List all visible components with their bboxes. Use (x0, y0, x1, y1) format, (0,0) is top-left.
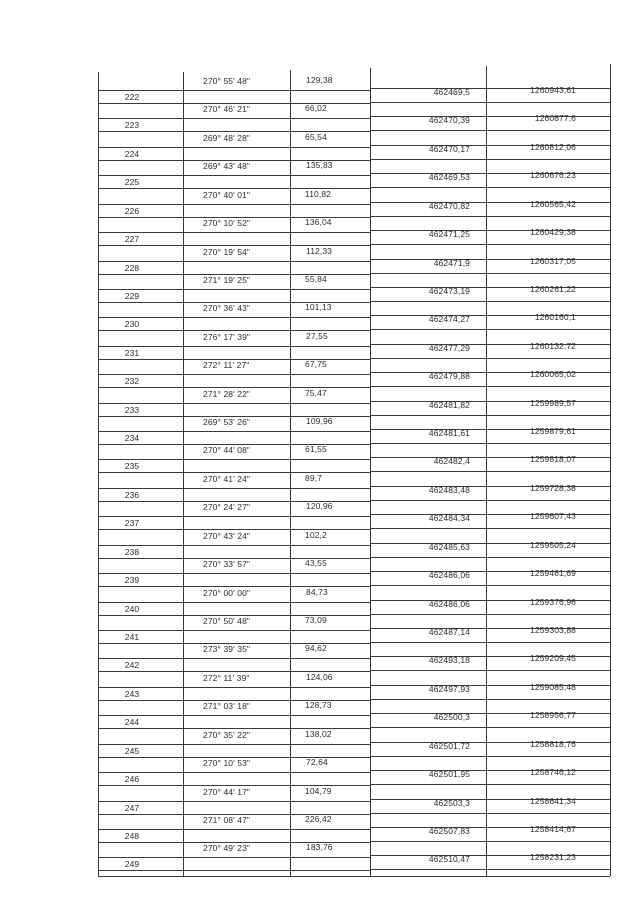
angle-cell: 272° 11' 39" (203, 672, 250, 683)
angle-cell: 270° 10' 53" (203, 758, 251, 769)
x-coordinate-cell: 462500,3 (433, 712, 470, 723)
row-border (98, 857, 370, 858)
y-coordinate-cell: 1259607,43 (530, 511, 576, 522)
angle-cell: 270° 36' 43" (203, 303, 251, 314)
distance-cell: 124,06 (306, 671, 333, 682)
distance-cell: 84,73 (306, 586, 328, 597)
point-number-cell: 241 (124, 631, 140, 642)
point-number-cell: 236 (124, 489, 140, 500)
row-border (98, 204, 370, 205)
angle-cell: 271° 19' 25" (203, 274, 251, 285)
angle-cell: 270° 40' 01" (203, 189, 251, 200)
point-number-cell: 240 (124, 603, 140, 614)
distance-cell: 94,62 (305, 643, 327, 654)
row-border (370, 614, 610, 615)
x-coordinate-cell: 462471,9 (433, 257, 470, 268)
point-number-cell: 225 (124, 177, 140, 188)
y-coordinate-cell: 1258414,67 (530, 823, 576, 834)
distance-cell: 72,64 (306, 757, 328, 768)
distance-cell: 102,2 (305, 529, 327, 540)
x-coordinate-cell: 462483,48 (428, 484, 470, 495)
row-border (370, 244, 610, 245)
table-bottom-border (98, 876, 610, 877)
angle-cell: 276° 17' 39" (203, 331, 251, 342)
row-border (98, 488, 370, 489)
row-border (98, 261, 370, 262)
row-border (98, 317, 370, 318)
point-number-cell: 224 (124, 148, 140, 159)
row-border (370, 784, 610, 785)
y-coordinate-cell: 1258641,34 (530, 795, 576, 806)
row-border (370, 585, 610, 586)
row-border (370, 471, 610, 472)
y-coordinate-cell: 1260429,38 (530, 227, 576, 238)
y-coordinate-cell: 1258231,23 (530, 852, 576, 863)
point-number-cell: 248 (124, 830, 140, 841)
column-border (98, 72, 99, 876)
distance-cell: 65,54 (305, 131, 327, 142)
angle-cell: 270° 35' 22" (203, 729, 251, 740)
angle-cell: 270° 44' 08" (203, 445, 251, 456)
point-number-cell: 226 (124, 205, 140, 216)
row-border (98, 232, 370, 233)
distance-cell: 120,96 (306, 501, 333, 512)
distance-cell: 89,7 (305, 472, 322, 483)
y-coordinate-cell: 1259376,96 (530, 596, 576, 607)
column-border (610, 64, 611, 876)
distance-cell: 61,55 (305, 444, 327, 455)
x-coordinate-cell: 462503,3 (433, 797, 470, 808)
point-number-cell: 227 (124, 234, 140, 245)
point-number-cell: 222 (124, 92, 140, 102)
y-coordinate-cell: 1259989,57 (530, 397, 576, 408)
row-border (98, 744, 370, 745)
y-coordinate-cell: 1260943,61 (530, 85, 576, 95)
row-border (370, 358, 610, 359)
y-coordinate-cell: 1258818,76 (530, 738, 576, 749)
row-border (98, 431, 370, 432)
row-border (98, 289, 370, 290)
angle-cell: 270° 49' 23" (203, 843, 251, 854)
point-number-cell: 233 (124, 404, 140, 415)
distance-cell: 101,13 (305, 302, 332, 313)
row-border (98, 175, 370, 176)
point-number-cell: 235 (124, 461, 140, 472)
row-border (370, 273, 610, 274)
distance-cell: 43,55 (305, 558, 327, 569)
y-coordinate-cell: 1259879,61 (530, 426, 576, 437)
x-coordinate-cell: 462481,82 (428, 399, 470, 410)
row-border (370, 216, 610, 217)
angle-cell: 270° 33' 57" (203, 559, 251, 570)
row-border (370, 756, 610, 757)
y-coordinate-cell: 1259303,88 (530, 624, 576, 635)
row-border (98, 147, 370, 148)
distance-cell: 183,76 (306, 842, 333, 853)
x-coordinate-cell: 462474,27 (428, 314, 470, 325)
row-border (370, 642, 610, 643)
row-border (98, 658, 370, 659)
x-coordinate-cell: 462477,29 (428, 342, 470, 353)
row-border (98, 516, 370, 517)
point-number-cell: 231 (124, 347, 140, 358)
x-coordinate-cell: 462497,93 (428, 683, 470, 694)
row-border (370, 386, 610, 387)
row-border (98, 630, 370, 631)
x-coordinate-cell: 462470,17 (428, 143, 470, 154)
y-coordinate-cell: 1260565,42 (530, 198, 576, 209)
row-border (370, 329, 610, 330)
y-coordinate-cell: 1259209,45 (530, 653, 576, 664)
y-coordinate-cell: 1260065,02 (530, 369, 576, 380)
row-border (98, 118, 370, 119)
column-border (183, 72, 184, 876)
angle-cell: 273° 39' 35" (203, 644, 251, 655)
x-coordinate-cell: 462470,82 (428, 200, 470, 211)
x-coordinate-cell: 462501,95 (428, 769, 470, 780)
x-coordinate-cell: 462486,06 (428, 598, 470, 609)
distance-cell: 104,79 (305, 785, 332, 796)
row-border (370, 813, 610, 814)
row-border (370, 187, 610, 188)
point-number-cell: 246 (124, 774, 140, 785)
x-coordinate-cell: 462479,88 (428, 371, 470, 382)
row-border (370, 301, 610, 302)
row-border (98, 374, 370, 375)
y-coordinate-cell: 1260261,22 (530, 283, 576, 294)
point-number-cell: 239 (124, 575, 140, 586)
x-coordinate-cell: 462471,25 (428, 229, 470, 240)
distance-cell: 135,83 (306, 160, 333, 171)
row-border (98, 801, 370, 802)
row-border (98, 715, 370, 716)
point-number-cell: 243 (124, 688, 140, 699)
row-border (98, 459, 370, 460)
row-border (370, 159, 610, 160)
distance-cell: 226,42 (305, 813, 332, 824)
angle-cell: 270° 10' 52" (203, 218, 251, 229)
row-border (98, 346, 370, 347)
x-coordinate-cell: 462473,19 (428, 285, 470, 296)
row-border (370, 841, 610, 842)
point-number-cell: 232 (124, 376, 140, 387)
y-coordinate-cell: 1259085,48 (530, 681, 576, 692)
row-border (370, 102, 610, 103)
row-border (370, 557, 610, 558)
point-number-cell: 238 (124, 546, 140, 557)
distance-cell: 55,84 (305, 273, 327, 284)
row-border (98, 403, 370, 404)
point-number-cell: 244 (124, 717, 140, 728)
row-border (370, 869, 610, 870)
row-border (98, 602, 370, 603)
y-coordinate-cell: 1260812,06 (530, 141, 576, 152)
angle-cell: 270° 24' 27" (203, 502, 251, 513)
x-coordinate-cell: 462481,61 (428, 428, 470, 439)
angle-cell: 270° 43' 24" (203, 530, 251, 541)
angle-cell: 270° 44' 17" (203, 786, 251, 797)
distance-cell: 136,04 (305, 217, 332, 228)
row-border (98, 829, 370, 830)
y-coordinate-cell: 1260676,23 (530, 170, 576, 181)
angle-cell: 270° 55' 48" (203, 76, 251, 86)
angle-cell: 270° 50' 48" (203, 615, 251, 626)
row-border (98, 573, 370, 574)
point-number-cell: 228 (124, 262, 140, 273)
row-border (370, 130, 610, 131)
angle-cell: 269° 48' 28" (203, 132, 251, 143)
row-border (370, 699, 610, 700)
angle-cell: 270° 46' 21" (203, 104, 251, 115)
x-coordinate-cell: 462469,5 (433, 87, 470, 97)
distance-cell: 110,82 (305, 188, 331, 199)
y-coordinate-cell: 1260317,05 (530, 255, 576, 266)
row-border (98, 870, 370, 871)
angle-cell: 271° 03' 18" (203, 701, 251, 712)
distance-cell: 138,02 (305, 728, 332, 739)
point-number-cell: 247 (124, 802, 140, 813)
x-coordinate-cell: 462469,53 (428, 172, 470, 183)
x-coordinate-cell: 462470,39 (428, 115, 470, 126)
point-number-cell: 245 (124, 745, 140, 756)
y-coordinate-cell: 1259505,24 (530, 539, 576, 550)
x-coordinate-cell: 462485,63 (428, 541, 470, 552)
point-number-cell: 234 (124, 433, 140, 444)
distance-cell: 75,47 (305, 387, 327, 398)
distance-cell: 109,96 (306, 416, 333, 427)
angle-cell: 271° 08' 47" (203, 814, 251, 825)
x-coordinate-cell: 462493,18 (428, 655, 470, 666)
angle-cell: 269° 43' 48" (203, 161, 251, 172)
distance-cell: 112,33 (306, 245, 332, 256)
row-border (370, 727, 610, 728)
x-coordinate-cell: 462484,34 (428, 513, 470, 524)
x-coordinate-cell: 462510,47 (428, 854, 470, 865)
point-number-cell: 242 (124, 660, 140, 671)
angle-cell: 269° 53' 26" (203, 417, 251, 428)
row-border (370, 500, 610, 501)
row-border (370, 443, 610, 444)
angle-cell: 271° 28' 22" (203, 388, 251, 399)
angle-cell: 270° 19' 54" (203, 246, 251, 257)
y-coordinate-cell: 1259818,07 (530, 454, 576, 465)
distance-cell: 128,73 (305, 700, 332, 711)
row-border (98, 545, 370, 546)
x-coordinate-cell: 462486,06 (428, 570, 470, 581)
distance-cell: 66,02 (305, 103, 327, 114)
point-number-cell: 223 (124, 120, 140, 131)
point-number-cell: 229 (124, 290, 140, 301)
row-border (98, 772, 370, 773)
row-border (370, 415, 610, 416)
point-number-cell: 237 (124, 518, 140, 529)
row-border (98, 687, 370, 688)
point-number-cell: 249 (124, 859, 140, 870)
y-coordinate-cell: 1260160,1 (534, 312, 576, 323)
angle-cell: 270° 41' 24" (203, 473, 251, 484)
x-coordinate-cell: 462487,14 (428, 626, 470, 637)
x-coordinate-cell: 462482,4 (433, 456, 470, 467)
y-coordinate-cell: 1260132,72 (530, 340, 576, 351)
x-coordinate-cell: 462507,83 (428, 825, 470, 836)
distance-cell: 67,75 (305, 359, 327, 370)
distance-cell: 129,38 (306, 75, 333, 85)
point-number-cell: 230 (124, 319, 140, 330)
angle-cell: 270° 00' 00" (203, 587, 251, 598)
x-coordinate-cell: 462501,72 (428, 740, 470, 751)
angle-cell: 272° 11' 27" (203, 360, 250, 371)
y-coordinate-cell: 1258956,77 (530, 710, 576, 721)
row-border (98, 90, 370, 91)
distance-cell: 27,55 (306, 330, 328, 341)
y-coordinate-cell: 1259461,69 (530, 568, 576, 579)
y-coordinate-cell: 1258746,12 (530, 767, 576, 778)
y-coordinate-cell: 1259728,38 (530, 482, 576, 493)
row-border (370, 528, 610, 529)
row-border (370, 670, 610, 671)
y-coordinate-cell: 1260877,6 (534, 113, 576, 124)
distance-cell: 73,09 (305, 614, 327, 625)
